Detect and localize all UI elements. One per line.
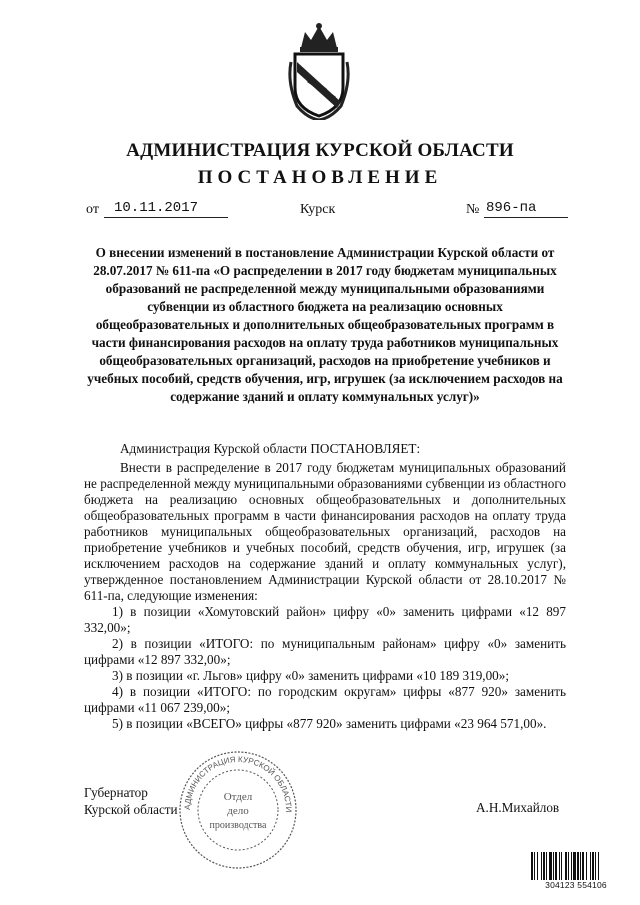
list-item: 5) в позиции «ВСЕГО» цифры «877 920» заменить цифрами «23 964 571,00». (112, 716, 547, 731)
list-item: 3) в позиции «г. Льгов» цифру «0» заменить цифрами «10 189 319,00»; (112, 668, 510, 683)
stamp-ring-text: АДМИНИСТРАЦИЯ КУРСКОЙ ОБЛАСТИ (182, 754, 294, 813)
list-item: 4) в позиции «ИТОГО: по городским округам» цифры «877 920» заменить цифрами «11 067 239,00»; (84, 684, 566, 715)
position-line: Губернатор (84, 785, 148, 800)
document-type: ПОСТАНОВЛЕНИЕ (197, 167, 443, 188)
official-stamp-icon (176, 748, 300, 872)
city: Курск (300, 202, 336, 217)
signatory-name: А.Н.Михайлов (476, 800, 560, 815)
date-label: от (86, 202, 99, 217)
position-line: Курской области (84, 802, 178, 817)
document-body (84, 460, 566, 732)
document-number: 896-па (484, 200, 568, 218)
list-item: 2) в позиции «ИТОГО: по муниципальным районам» цифру «0» заменить цифрами «12 897 332,00»; (84, 636, 566, 667)
svg-text:дело: дело (227, 805, 249, 817)
number-label: № (466, 202, 480, 217)
svg-text:Отдел: Отдел (223, 791, 253, 803)
document-heading: О внесении изменений в постановление Администрации Курской области от 28.07.2017 № 611-па «О распределении в 2017 году бюджетам муниципальных образований не распределенной между муниципальными образованиями субвенции из областного бюджета на реализацию основных общеобразовательных и дополнительных общеобразовательных программ в части финансирования расходов на оплату труда работников муниципальных общеобразовательных организаций, расходов на приобретение учебников и учебных пособий, средств обучения, игр, игрушек (за исключением расходов на содержание зданий и оплату коммунальных услуг)» (87, 245, 563, 404)
list-item: 1) в позиции «Хомутовский район» цифру «0» заменить цифрами «12 897 332,00»; (84, 604, 566, 635)
coat-of-arms-icon (287, 22, 351, 120)
barcode-number: 304123 554106 (530, 880, 622, 890)
signatory-position (84, 784, 178, 818)
svg-text:производства: производства (209, 820, 267, 831)
resolution-intro: Администрация Курской области ПОСТАНОВЛЯЕТ: (120, 441, 421, 456)
organization-title: АДМИНИСТРАЦИЯ КУРСКОЙ ОБЛАСТИ (126, 140, 514, 161)
main-paragraph: Внести в распределение в 2017 году бюджетам муниципальных образований не распределенной между муниципальными образованиями субвенции из областного бюджета на реализацию основных общеобразовательных и дополнительных общеобразовательных программ в части финансирования расходов на оплату труда работников муниципальных общеобразовательных организаций, расходов на приобретение учебников и учебных пособий, средств обучения, игр, игрушек (за исключением расходов на содержание зданий и оплату коммунальных услуг), утвержденное постановлением Администрации Курской области от 28.10.2017 № 611-па, следующие изменения: (84, 460, 566, 603)
document-date: 10.11.2017 (104, 200, 228, 218)
